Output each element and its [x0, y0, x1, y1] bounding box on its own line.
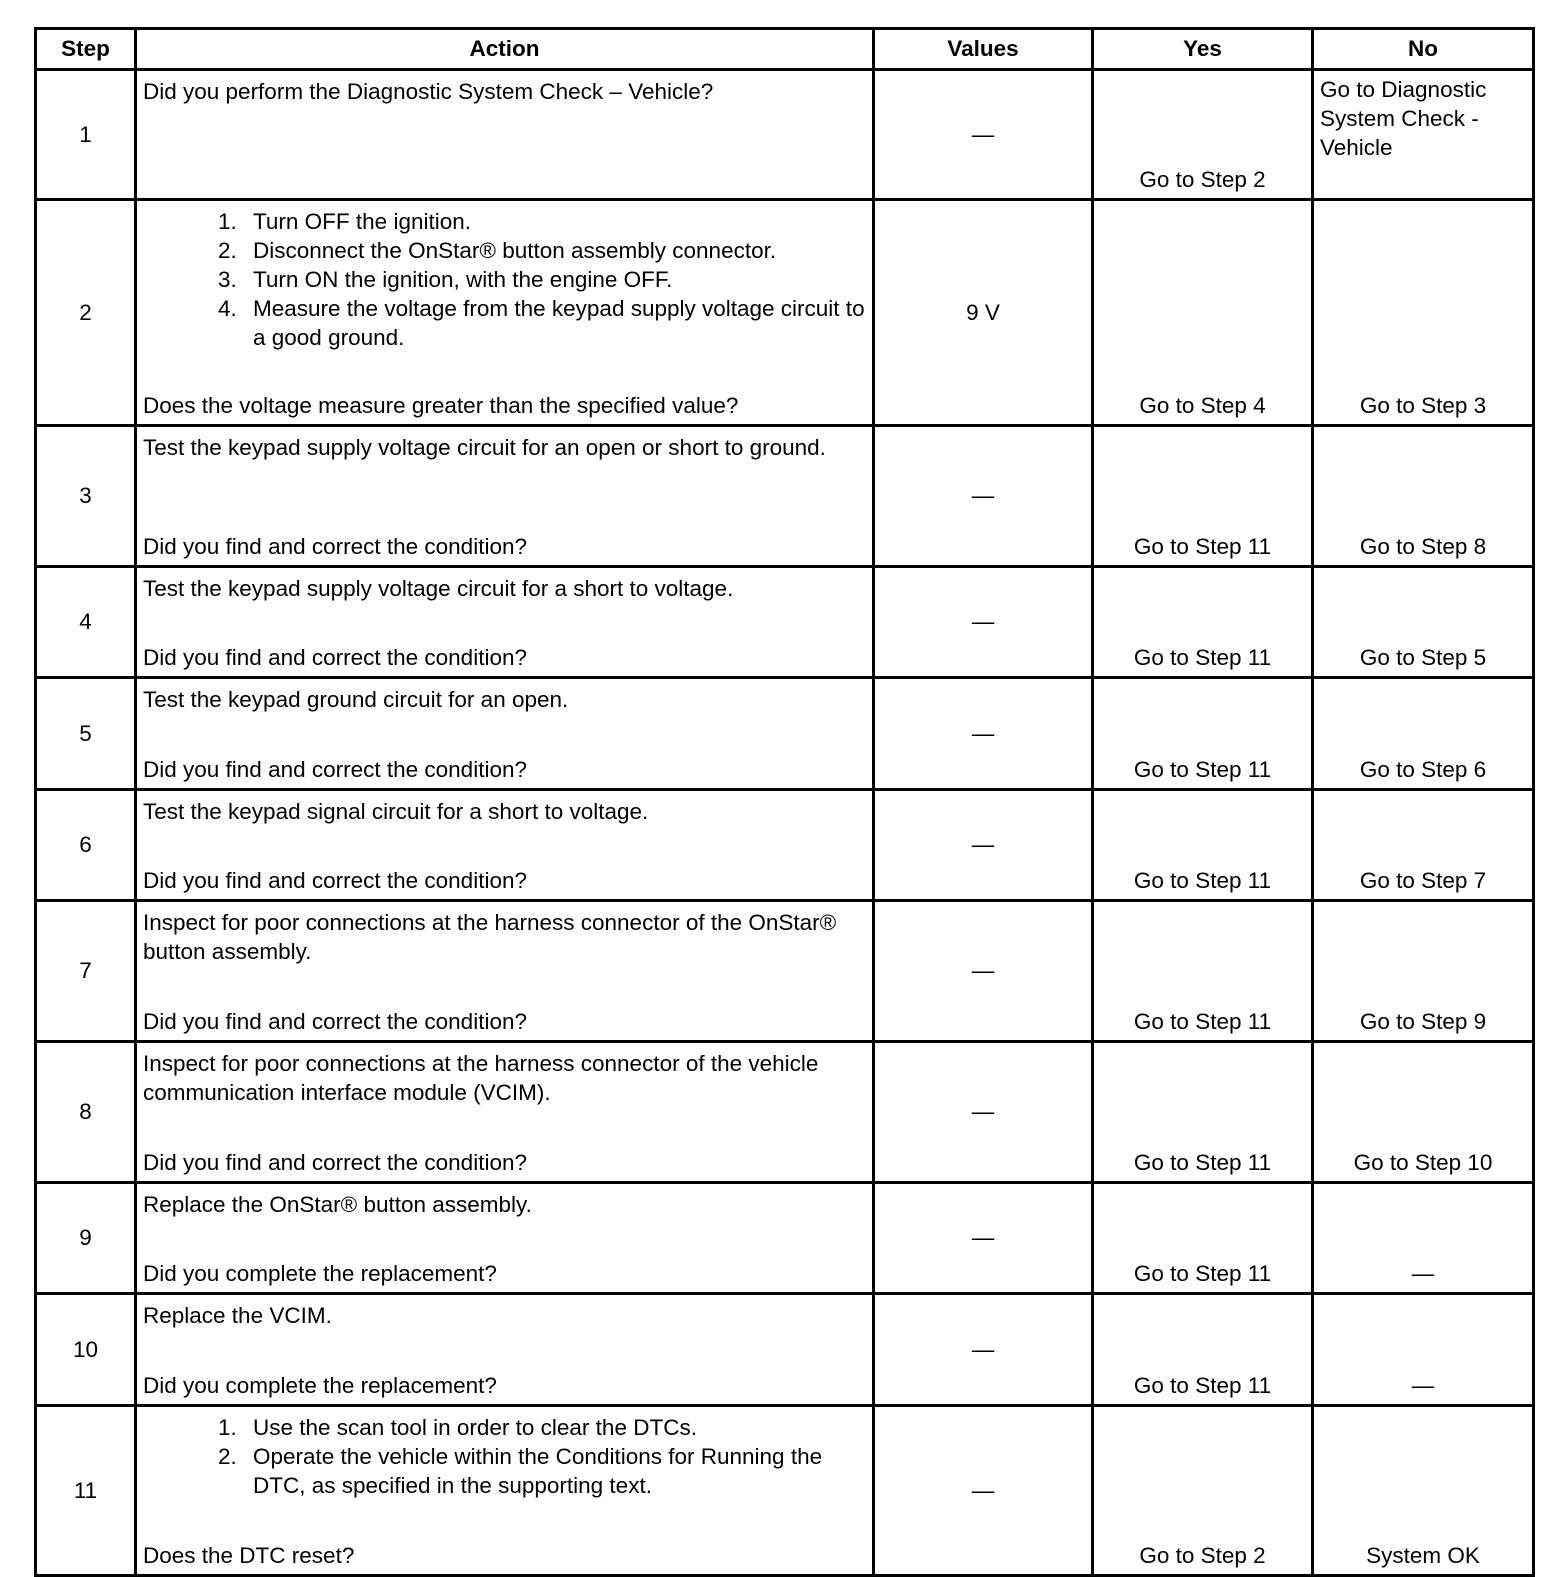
table-row: [36, 1406, 1534, 1576]
no-cell: Go to Step 9: [1313, 901, 1534, 1042]
step-number: 3: [36, 426, 136, 567]
header-row: [36, 29, 1534, 70]
yes-cell: Go to Step 11: [1093, 567, 1313, 678]
no-cell: Go to Step 3: [1313, 200, 1534, 426]
header-step: Step: [36, 29, 136, 70]
action-steps: [143, 207, 866, 352]
action-question: Does the DTC reset?: [143, 1543, 355, 1568]
no-cell: Go to Step 7: [1313, 790, 1534, 901]
step-number: 4: [36, 567, 136, 678]
action-question: Did you find and correct the condition?: [143, 1009, 527, 1034]
step-number: 8: [36, 1042, 136, 1183]
no-cell: Go to Step 5: [1313, 567, 1534, 678]
value-cell: —: [874, 790, 1093, 901]
action-cell: [136, 1042, 874, 1183]
header-yes: Yes: [1093, 29, 1313, 70]
table-row: [36, 1042, 1534, 1183]
yes-cell: Go to Step 11: [1093, 790, 1313, 901]
action-cell: [136, 1183, 874, 1294]
action-text: Inspect for poor connections at the harness connector of the vehicle communication interface module (VCIM).: [143, 1051, 819, 1105]
action-text: Test the keypad supply voltage circuit for a short to voltage.: [143, 576, 734, 601]
no-cell: System OK: [1313, 1406, 1534, 1576]
yes-cell: Go to Step 11: [1093, 426, 1313, 567]
value-cell: —: [874, 70, 1093, 200]
action-step: 2. Disconnect the OnStar® button assembly connector.: [243, 236, 866, 265]
action-question: Did you find and correct the condition?: [143, 1150, 527, 1175]
action-step: 4. Measure the voltage from the keypad supply voltage circuit to a good ground.: [243, 294, 866, 352]
value-cell: —: [874, 678, 1093, 790]
table-row: [36, 1183, 1534, 1294]
action-cell: [136, 70, 874, 200]
yes-cell: Go to Step 2: [1093, 70, 1313, 200]
action-cell: [136, 901, 874, 1042]
step-number: 6: [36, 790, 136, 901]
header-values: Values: [874, 29, 1093, 70]
no-cell: Go to Step 10: [1313, 1042, 1534, 1183]
table-row: [36, 901, 1534, 1042]
step-number: 11: [36, 1406, 136, 1576]
no-cell: Go to Diagnostic System Check - Vehicle: [1313, 70, 1534, 200]
value-cell: —: [874, 1183, 1093, 1294]
action-question: Did you find and correct the condition?: [143, 868, 527, 893]
step-number: 2: [36, 200, 136, 426]
step-number: 9: [36, 1183, 136, 1294]
step-number: 5: [36, 678, 136, 790]
value-cell: —: [874, 426, 1093, 567]
step-number: 1: [36, 70, 136, 200]
action-cell: [136, 678, 874, 790]
action-question: Does the voltage measure greater than the specified value?: [143, 393, 739, 418]
action-text: Replace the OnStar® button assembly.: [143, 1192, 532, 1217]
value-cell: —: [874, 1406, 1093, 1576]
diagnostic-table: [34, 27, 1535, 1577]
action-text: Inspect for poor connections at the harness connector of the OnStar® button assembly.: [143, 910, 837, 964]
yes-cell: Go to Step 11: [1093, 1294, 1313, 1406]
header-no: No: [1313, 29, 1534, 70]
table-row: [36, 1294, 1534, 1406]
action-text: Test the keypad signal circuit for a short to voltage.: [143, 799, 649, 824]
action-cell: [136, 200, 874, 426]
step-number: 10: [36, 1294, 136, 1406]
yes-cell: Go to Step 11: [1093, 1042, 1313, 1183]
action-question: Did you complete the replacement?: [143, 1261, 497, 1286]
action-cell: [136, 1294, 874, 1406]
header-action: Action: [136, 29, 874, 70]
action-question: Did you find and correct the condition?: [143, 645, 527, 670]
yes-cell: Go to Step 11: [1093, 678, 1313, 790]
action-text: Replace the VCIM.: [143, 1303, 332, 1328]
action-text: Test the keypad supply voltage circuit for an open or short to ground.: [143, 435, 826, 460]
action-step: 1. Turn OFF the ignition.: [243, 207, 866, 236]
step-number: 7: [36, 901, 136, 1042]
no-cell: Go to Step 8: [1313, 426, 1534, 567]
action-cell: [136, 567, 874, 678]
table-row: [36, 426, 1534, 567]
action-text: Test the keypad ground circuit for an open.: [143, 687, 569, 712]
value-cell: —: [874, 901, 1093, 1042]
action-step: 2. Operate the vehicle within the Conditions for Running the DTC, as specified in the supporting text.: [243, 1442, 866, 1500]
action-cell: [136, 426, 874, 567]
table-row: [36, 70, 1534, 200]
action-question: Did you complete the replacement?: [143, 1373, 497, 1398]
value-cell: —: [874, 1042, 1093, 1183]
action-cell: [136, 1406, 874, 1576]
table-row: [36, 790, 1534, 901]
action-cell: [136, 790, 874, 901]
yes-cell: Go to Step 11: [1093, 901, 1313, 1042]
action-step: 1. Use the scan tool in order to clear the DTCs.: [243, 1413, 866, 1442]
no-cell: —: [1313, 1294, 1534, 1406]
no-cell: Go to Step 6: [1313, 678, 1534, 790]
table-row: [36, 567, 1534, 678]
value-cell: —: [874, 1294, 1093, 1406]
yes-cell: Go to Step 4: [1093, 200, 1313, 426]
no-cell: —: [1313, 1183, 1534, 1294]
table-row: [36, 678, 1534, 790]
yes-cell: Go to Step 11: [1093, 1183, 1313, 1294]
yes-cell: Go to Step 2: [1093, 1406, 1313, 1576]
value-cell: —: [874, 567, 1093, 678]
table-row: [36, 200, 1534, 426]
action-steps: [143, 1413, 866, 1500]
action-step: 3. Turn ON the ignition, with the engine OFF.: [243, 265, 866, 294]
action-text: Did you perform the Diagnostic System Check – Vehicle?: [143, 79, 714, 104]
action-question: Did you find and correct the condition?: [143, 757, 527, 782]
action-question: Did you find and correct the condition?: [143, 534, 527, 559]
value-cell: 9 V: [874, 200, 1093, 426]
